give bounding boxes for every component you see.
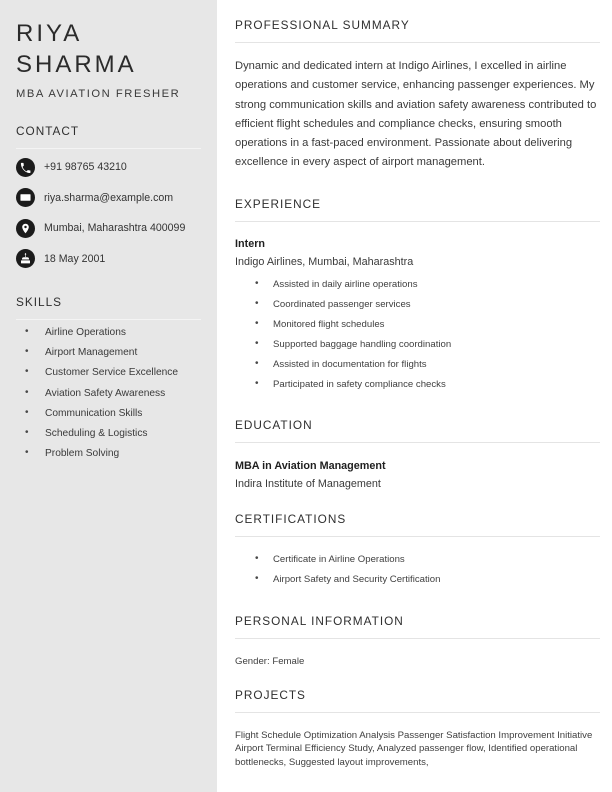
skills-divider: [16, 319, 201, 320]
spacer: [235, 668, 600, 688]
contact-list: [16, 153, 201, 273]
experience-organization: Indigo Airlines, Mumbai, Maharashtra: [235, 255, 414, 268]
contact-location-value: Mumbai, Maharashtra 400099: [44, 222, 186, 235]
spacer: [235, 173, 600, 197]
experience-bullet-list: [235, 278, 600, 391]
spacer: [235, 492, 600, 512]
location-pin-icon: [16, 219, 35, 238]
list-item: • Assisted in daily airline operations: [235, 278, 600, 291]
list-item: • Customer Service Excellence: [16, 366, 201, 379]
list-item: • Scheduling & Logistics: [16, 427, 201, 440]
education-heading: EDUCATION: [235, 418, 313, 433]
birthday-cake-icon: [16, 249, 35, 268]
personal-information-section: [235, 614, 600, 668]
spacer: [235, 398, 600, 418]
education-divider: [235, 442, 600, 443]
list-item: • Certificate in Airline Operations: [235, 553, 600, 566]
list-item: • Participated in safety compliance checks: [235, 378, 600, 391]
personal-information-text: Gender: Female: [235, 655, 305, 667]
candidate-job-title: MBA AVIATION FRESHER: [16, 88, 181, 100]
list-item: • Monitored flight schedules: [235, 318, 600, 331]
experience-heading: EXPERIENCE: [235, 196, 322, 211]
experience-section: [235, 197, 600, 391]
professional-summary-divider: [235, 42, 600, 43]
experience-divider: [235, 221, 600, 222]
certifications-divider: [235, 536, 600, 537]
contact-item-birthdate[interactable]: [16, 245, 201, 274]
list-item: • Assisted in documentation for flights: [235, 358, 600, 371]
main-content: [217, 0, 612, 792]
experience-role-title: Intern: [235, 237, 265, 250]
professional-summary-heading: PROFESSIONAL SUMMARY: [235, 18, 410, 32]
skills-heading: SKILLS: [16, 295, 63, 309]
projects-divider: [235, 712, 600, 713]
personal-information-heading: PERSONAL INFORMATION: [235, 613, 404, 628]
candidate-first-name: RIYA: [16, 20, 83, 47]
list-item: • Airline Operations: [16, 326, 201, 339]
candidate-name: [16, 18, 201, 80]
education-section: [235, 418, 600, 492]
list-item: • Communication Skills: [16, 407, 201, 420]
list-item: • Coordinated passenger services: [235, 298, 600, 311]
contact-section: [16, 124, 201, 273]
projects-heading: PROJECTS: [235, 687, 306, 702]
contact-email-value: riya.sharma@example.com: [44, 191, 174, 204]
phone-icon: [16, 158, 35, 177]
contact-phone-value: +91 98765 43210: [44, 161, 127, 174]
education-school: Indira Institute of Management: [235, 478, 381, 491]
list-item: • Airport Management: [16, 346, 201, 359]
contact-item-phone[interactable]: [16, 153, 201, 182]
professional-summary-section: [235, 18, 600, 173]
certifications-list: [235, 553, 600, 586]
certifications-heading: CERTIFICATIONS: [235, 512, 347, 527]
candidate-last-name: SHARMA: [16, 51, 137, 78]
list-item: • Supported baggage handling coordination: [235, 338, 600, 351]
projects-text: Flight Schedule Optimization Analysis Passenger Satisfaction Improvement Initiative Airport Terminal Efficiency Study, Analyzed passenger flow, Identified operational bottlenecks, Suggested layout improvements,: [235, 729, 593, 768]
professional-summary-text: Dynamic and dedicated intern at Indigo Airlines, I excelled in airline operations and customer service, enhancing passenger experiences. My strong communication skills and aviation safety awareness contributed to efficient flight schedules and compliance checks, ensuring smooth operations in a fast-paced environment. Passionate about delivering excellence in every aspect of airport management.: [235, 60, 597, 169]
personal-information-divider: [235, 638, 600, 639]
skills-list: [16, 326, 201, 460]
contact-divider: [16, 148, 201, 149]
contact-item-location[interactable]: [16, 214, 201, 243]
list-item: • Airport Safety and Security Certification: [235, 573, 600, 586]
contact-heading: CONTACT: [16, 124, 80, 138]
spacer: [235, 594, 600, 614]
envelope-icon: [16, 188, 35, 207]
certifications-section: [235, 512, 600, 586]
education-degree: MBA in Aviation Management: [235, 460, 386, 473]
contact-birthdate-value: 18 May 2001: [44, 252, 106, 265]
skills-section: [16, 295, 201, 460]
projects-section: [235, 688, 600, 770]
contact-item-email[interactable]: [16, 184, 201, 213]
list-item: • Problem Solving: [16, 447, 201, 460]
sidebar: [0, 0, 217, 792]
list-item: • Aviation Safety Awareness: [16, 387, 201, 400]
